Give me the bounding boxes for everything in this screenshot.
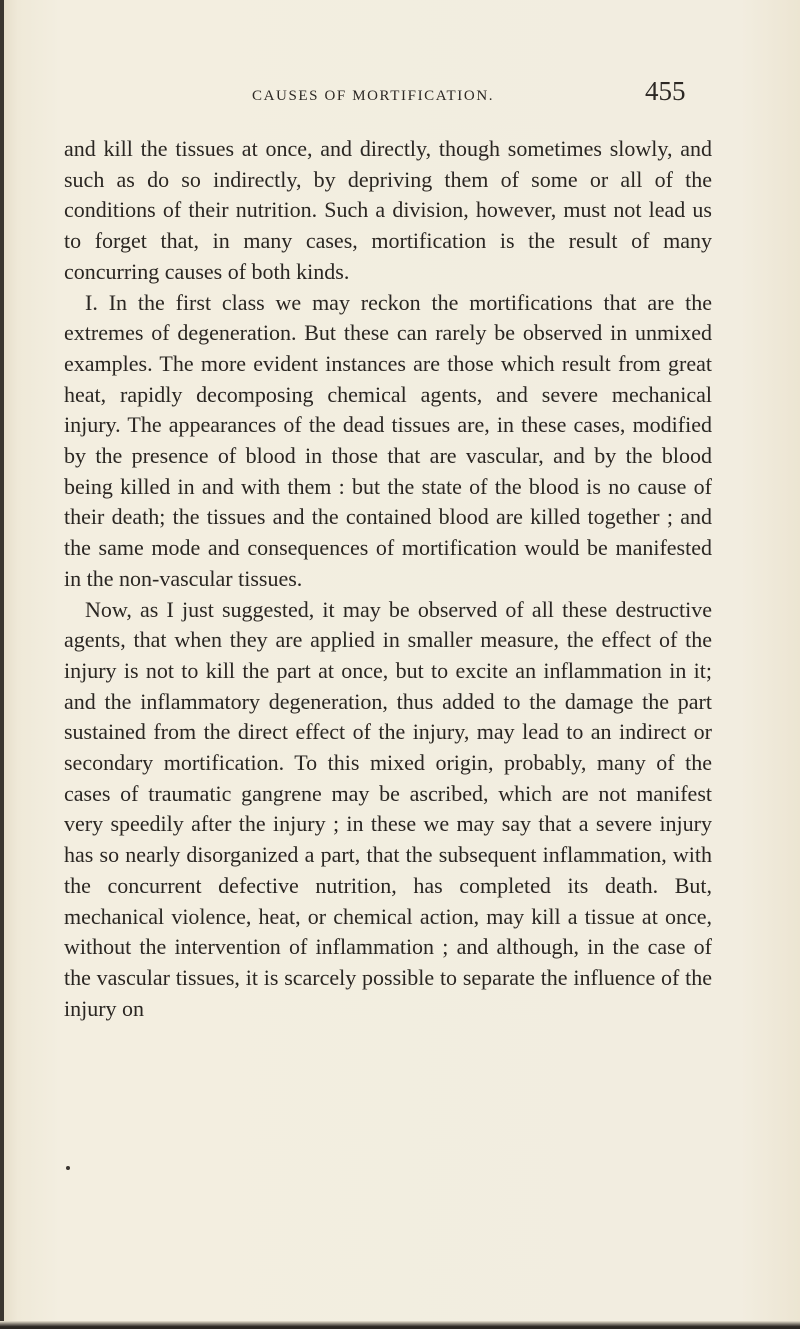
- paragraph-destructive-agents: Now, as I just suggested, it may be observed of all these destructive agents, that when they are applied in smaller measure, the effect of the injury is not to kill the part at once, but to excite an inflammation in it; and the inflammatory degeneration, thus added to the damage the part sustained from the direct effect of the injury, may lead to an indirect or secondary mortification. To this mixed origin, probably, many of the cases of traumatic gangrene may be ascribed, which are not manifest very speedily after the injury ; in these we may say that a severe injury has so nearly disorganized a part, that the subsequent inflammation, with the concurrent defective nutrition, has completed its death. But, mechanical violence, heat, or chemical action, may kill a tissue at once, without the intervention of inflammation ; and although, in the case of the vascular tissues, it is scarcely possible to separate the influence of the injury on: [64, 596, 712, 1021]
- paragraph-continuation: and kill the tissues at once, and directly, though sometimes slowly, and such as do so indirectly, by depriving them of some or all of the conditions of their nutrition. Such a division, however, must not lead us to forget that, in many cases, mortification is the result of many concurring causes of both kinds.: [64, 136, 712, 284]
- page-bottom-edge: [0, 1321, 800, 1329]
- running-head: CAUSES OF MORTIFICATION.: [252, 88, 495, 104]
- margin-speck: [66, 1166, 70, 1170]
- paragraph-first-class: I. In the first class we may reckon the mortifications that are the extremes of degeneration. But these can rarely be observed in unmixed examples. The more evident instances are those which result from great heat, rapidly decomposing chemical agents, and severe mechanical injury. The appearances of the dead tissues are, in these cases, modified by the presence of blood in those that are vascular, and by the blood being killed in and with them : but the state of the blood is no cause of their death; the tissues and the contained blood are killed together ; and the same mode and consequences of mortification would be manifested in the non-vascular tissues.: [64, 289, 712, 591]
- binding-edge: [0, 0, 4, 1329]
- page-number: 455: [645, 76, 686, 106]
- body-text: [64, 134, 712, 1024]
